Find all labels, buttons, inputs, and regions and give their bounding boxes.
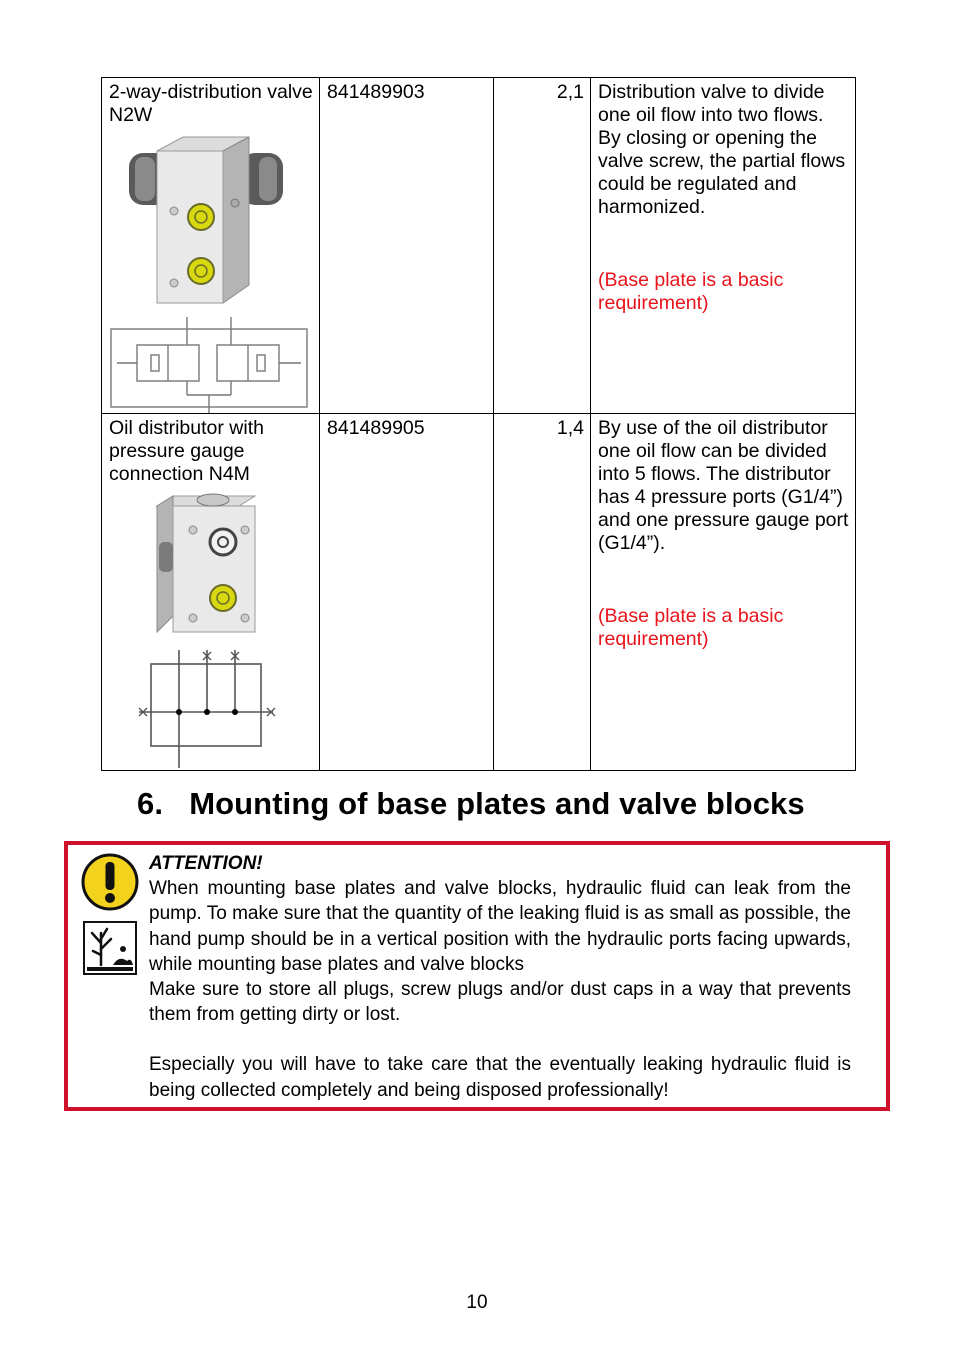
quantity-cell	[494, 78, 591, 414]
valve-n2w-illustration	[109, 133, 309, 413]
description-text: By use of the oil distributor one oil flow can be divided into 5 flows. The distributor has 4 pressure ports (G1/4”) and one pressure gauge port (G1/4”).	[598, 417, 849, 554]
warning-box	[64, 841, 890, 1111]
warning-paragraph-3: Especially you will have to take care that the eventually leaking hydraulic fluid is being collected completely and being disposed professionally!	[149, 1054, 851, 1101]
warning-paragraph-2: Make sure to store all plugs, screw plugs and/or dust caps in a way that prevents them from getting dirty or lost.	[149, 979, 851, 1026]
part-name-cell	[102, 78, 320, 414]
quantity-cell	[494, 414, 591, 771]
quantity: 1,4	[556, 417, 584, 439]
base-plate-note: (Base plate is a basic requirement)	[598, 605, 784, 650]
part-number-cell	[320, 414, 494, 771]
description-cell	[591, 414, 856, 771]
part-number: 841489903	[327, 81, 425, 103]
table-row	[102, 414, 856, 771]
part-name: Oil distributor with pressure gauge connection N4M	[109, 417, 264, 485]
description-cell	[591, 78, 856, 414]
quantity: 2,1	[556, 81, 584, 103]
part-number: 841489905	[327, 417, 425, 439]
warning-exclamation-icon	[81, 853, 139, 911]
part-name: 2-way-distribution valve N2W	[109, 81, 313, 126]
base-plate-note: (Base plate is a basic requirement)	[598, 269, 784, 314]
description-text: Distribution valve to divide one oil flow into two flows. By closing or opening the valve screw, the partial flows could be regulated and harmonized.	[598, 81, 846, 218]
warning-text	[149, 851, 851, 1103]
warning-title: ATTENTION!	[149, 853, 263, 874]
part-number-cell	[320, 78, 494, 414]
section-heading: 6. Mounting of base plates and valve blocks	[137, 786, 805, 821]
page-number: 10	[466, 1292, 488, 1313]
environment-hazard-icon	[83, 921, 137, 975]
parts-table	[101, 77, 856, 771]
distributor-n4m-illustration	[109, 492, 309, 770]
part-name-cell	[102, 414, 320, 771]
warning-paragraph-1: When mounting base plates and valve blocks, hydraulic fluid can leak from the pump. To make sure that the quantity of the leaking fluid is as small as possible, the hand pump should be in a vertical position with the hydraulic ports facing upwards, while mounting base plates and valve blocks	[149, 878, 851, 975]
table-row	[102, 78, 856, 414]
